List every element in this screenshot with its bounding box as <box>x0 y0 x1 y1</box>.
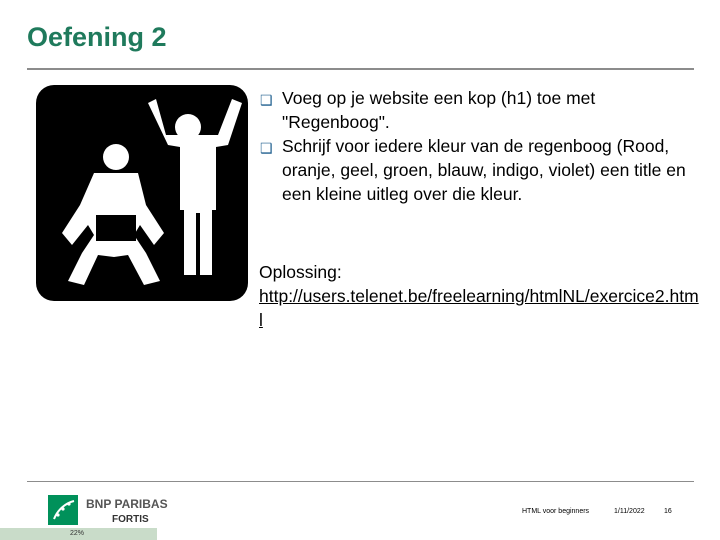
solution-label: Oplossing: <box>259 262 342 282</box>
bullet-text: Voeg op je website een kop (h1) toe met "Regenboog". <box>282 88 596 132</box>
title-divider <box>27 68 694 70</box>
list-item <box>260 134 700 206</box>
footer-page-number: 16 <box>664 508 672 515</box>
solution-block <box>259 260 699 332</box>
logo-line1: BNP PARIBAS <box>86 497 168 511</box>
bullet-list <box>260 86 700 206</box>
slide-title: Oefening 2 <box>27 22 167 52</box>
logo-line2: FORTIS <box>112 514 149 525</box>
footer-date: 1/11/2022 <box>614 508 645 515</box>
bullet-text: Schrijf voor iedere kleur van de regenboog (Rood, oranje, geel, groen, blauw, indigo, violet) een title en een kleine uitleg over die kleur. <box>282 136 686 204</box>
progress-label: 22% <box>70 530 85 537</box>
checkbox-bullet-icon: ❑ <box>260 140 273 156</box>
footer-divider <box>27 481 694 482</box>
footer-course: HTML voor beginners <box>522 508 590 515</box>
bnp-paribas-fortis-logo <box>48 493 198 529</box>
solution-link[interactable]: http://users.telenet.be/freelearning/htmlNL/exercice2.html <box>259 286 699 330</box>
fitness-exercise-icon <box>36 85 248 301</box>
checkbox-bullet-icon: ❑ <box>260 92 273 108</box>
list-item <box>260 86 700 134</box>
